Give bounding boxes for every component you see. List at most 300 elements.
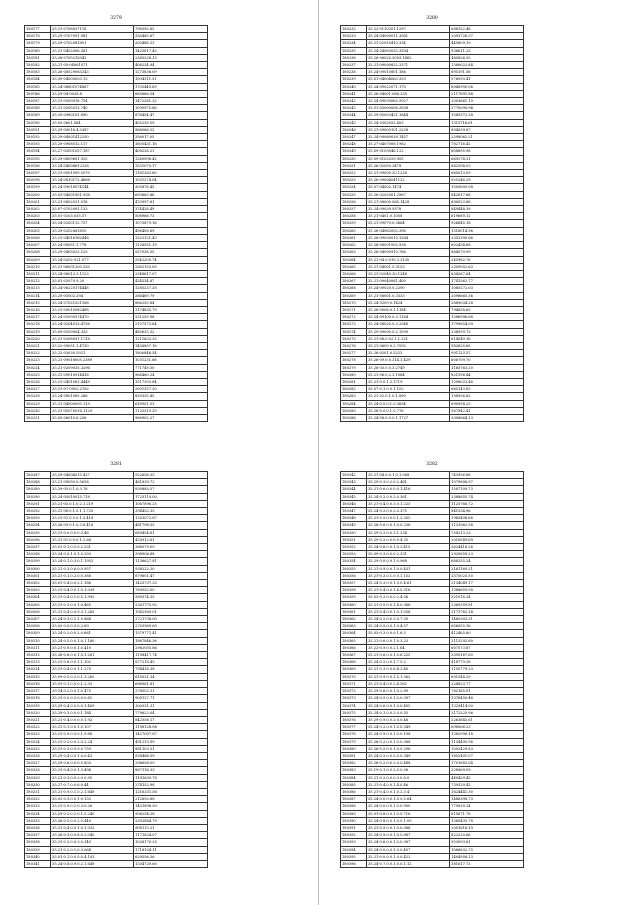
code-cell: 35.21-09050.0.5658 xyxy=(51,479,134,486)
table-row xyxy=(25,407,208,414)
table-row xyxy=(341,26,524,33)
row-id-cell: 180342 xyxy=(341,472,367,479)
row-id-cell: 180387 xyxy=(341,796,367,803)
code-cell: 35.21-0.6.0.0.1.0.3.23 xyxy=(367,637,450,644)
code-cell: 35.29-09090.0.2.1599 xyxy=(367,328,450,335)
amount-cell: 2703969.65 xyxy=(134,623,208,630)
code-cell: 35.21-0.3.0.6.0.0.957 xyxy=(51,565,134,572)
row-id-cell: 180231 xyxy=(25,414,51,421)
code-cell: 35.21-0.2.0.0.0.3.0.8.0 xyxy=(367,774,450,781)
amount-cell: 906254.28 xyxy=(134,810,208,817)
table-row xyxy=(341,724,524,731)
row-id-cell: 180264 xyxy=(341,256,367,263)
table-row xyxy=(341,846,524,853)
code-cell: 35.29-0702081801 xyxy=(51,40,134,47)
amount-cell: 1208023.46 xyxy=(450,378,524,385)
table-row xyxy=(341,529,524,536)
table-row xyxy=(341,314,524,321)
amount-cell: 665013.09 xyxy=(450,170,524,177)
code-cell: 35.09-0.3.0.0.0.2.331 xyxy=(367,551,450,558)
row-id-cell: 180292 xyxy=(25,508,51,515)
table-row xyxy=(341,47,524,54)
row-id-cell: 180182 xyxy=(25,62,51,69)
amount-cell: 2359052.63 xyxy=(450,263,524,270)
amount-cell: 1586996.68 xyxy=(450,314,524,321)
code-cell: 35.21-0.2.0.1.0.3.064 xyxy=(51,846,134,853)
code-cell: 35.21-0309018.754 xyxy=(51,98,134,105)
code-cell: 35.24-0.1.0.3.0.1.1952 xyxy=(51,558,134,565)
row-id-cell: 180263 xyxy=(341,249,367,256)
row-id-cell: 180325 xyxy=(25,745,51,752)
code-cell: 35.21-0.4.0.0.1.0.1.032 xyxy=(51,824,134,831)
row-id-cell: 180346 xyxy=(341,500,367,507)
code-cell: 35.21-0402006.381 xyxy=(51,47,134,54)
code-cell: 35.26-03.0.5.3.2749 xyxy=(367,364,450,371)
table-row xyxy=(25,170,208,177)
row-id-cell: 180210 xyxy=(25,263,51,270)
row-id-cell: 180321 xyxy=(25,716,51,723)
amount-cell: 496408.69 xyxy=(133,227,207,234)
amount-cell: 576093.41 xyxy=(450,76,524,83)
table-row xyxy=(25,731,208,738)
amount-cell: 1624441.30 xyxy=(450,788,524,795)
row-id-cell: 180351 xyxy=(341,536,367,543)
table-row xyxy=(341,191,524,198)
row-id-cell: 180244 xyxy=(341,112,367,119)
code-cell: 35.03-0.2.0.0.0.2.4.56 xyxy=(367,594,450,601)
table-row xyxy=(25,220,208,227)
code-cell: 35.21-04000093.119 xyxy=(51,400,134,407)
table-row xyxy=(341,256,524,263)
row-id-cell: 180270 xyxy=(341,299,367,306)
table-row xyxy=(341,350,524,357)
amount-cell: 2382193.05 xyxy=(133,263,207,270)
row-id-cell: 180211 xyxy=(25,270,51,277)
code-cell: 35.26-0.5.0.0.2.0.449 xyxy=(51,817,134,824)
row-id-cell: 180230 xyxy=(25,407,51,414)
code-cell: 35.07-04002.1474 xyxy=(367,184,450,191)
row-id-cell: 180221 xyxy=(25,342,51,349)
code-cell: 35.21-04.0.010.3.3130 xyxy=(367,256,450,263)
table-row xyxy=(341,810,524,817)
code-cell: 35.26-0.5.0.0.1.0.0.296 xyxy=(367,745,450,752)
amount-cell: 743956.88 xyxy=(450,472,524,479)
table-row xyxy=(341,249,524,256)
amount-cell: 953093.61 xyxy=(450,839,524,846)
amount-cell: 1196128.06 xyxy=(134,724,208,731)
code-cell: 35.24-0202-021.077 xyxy=(51,256,134,263)
row-id-cell: 180329 xyxy=(25,774,51,781)
row-id-cell: 180183 xyxy=(25,69,51,76)
amount-cell: 485826.20 xyxy=(450,54,524,61)
row-id-cell: 180310 xyxy=(25,637,51,644)
code-cell: 35.26-04062002.396 xyxy=(367,227,450,234)
table-row xyxy=(341,54,524,61)
table-row xyxy=(25,177,208,184)
code-cell: 35.21-0.0.0.2.0.0.0.61 xyxy=(51,695,134,702)
row-id-cell: 180219 xyxy=(25,328,51,335)
amount-cell: 2920859.23 xyxy=(450,551,524,558)
amount-cell: 771749.30 xyxy=(133,364,207,371)
code-cell: 35.29-0.0.0.9.1.0.968 xyxy=(367,558,450,565)
row-id-cell: 180298 xyxy=(25,551,51,558)
amount-cell: 2542200.74 xyxy=(133,256,207,263)
amount-cell: 1404958.13 xyxy=(450,853,524,860)
code-cell: 35.24-09030062.5927 xyxy=(367,98,450,105)
table-row xyxy=(25,414,208,421)
table-row xyxy=(25,752,208,759)
row-id-cell: 180204 xyxy=(25,220,51,227)
amount-cell: 212692.88 xyxy=(134,796,208,803)
amount-cell: 839335.45 xyxy=(133,393,207,400)
code-cell: 35.24-04083055.3594 xyxy=(367,47,450,54)
table-row xyxy=(25,371,208,378)
amount-cell: 1705449.69 xyxy=(133,83,207,90)
row-id-cell: 180380 xyxy=(341,745,367,752)
amount-cell: 794416.38 xyxy=(134,666,208,673)
table-row xyxy=(25,551,208,558)
row-id-cell: 180217 xyxy=(25,314,51,321)
code-cell: 35.29-05003421.1644 xyxy=(367,112,450,119)
table-row xyxy=(25,263,208,270)
row-id-cell: 180376 xyxy=(341,716,367,723)
table-row xyxy=(25,26,208,33)
code-cell: 35.26-0.6.0.0.1.0.1.261 xyxy=(51,652,134,659)
row-id-cell: 180367 xyxy=(341,652,367,659)
table-row xyxy=(341,702,524,709)
code-cell: 35.26-0008.0.1.1184 xyxy=(367,306,450,313)
row-id-cell: 180245 xyxy=(341,119,367,126)
amount-cell: 1031274.04 xyxy=(133,177,207,184)
table-row xyxy=(25,306,208,313)
table-row xyxy=(25,299,208,306)
row-id-cell: 180370 xyxy=(341,673,367,680)
row-id-cell: 180265 xyxy=(341,263,367,270)
code-cell: 35.21-0.3.0.0.3.0.140 xyxy=(51,839,134,846)
row-id-cell: 180385 xyxy=(341,781,367,788)
code-cell: 35.21-08.0.1.0.1.1.725 xyxy=(51,508,134,515)
row-id-cell: 180344 xyxy=(341,486,367,493)
row-id-cell: 180363 xyxy=(341,623,367,630)
table-row xyxy=(341,206,524,213)
amount-cell: 481798.55 xyxy=(134,522,208,529)
table-row xyxy=(341,105,524,112)
amount-cell: 2008664.13 xyxy=(450,414,524,421)
amount-cell: 2003661.19 xyxy=(450,98,524,105)
page-number: 3281 xyxy=(110,462,122,467)
table-row xyxy=(25,126,208,133)
code-cell: 35.21-0.8.0.0.1.1.302 xyxy=(51,659,134,666)
amount-cell: 296658.09 xyxy=(134,760,208,767)
row-id-cell: 180222 xyxy=(25,350,51,357)
table-row xyxy=(25,824,208,831)
table-row xyxy=(341,278,524,285)
row-id-cell: 180283 xyxy=(341,393,367,400)
amount-cell: 2172225.96 xyxy=(450,709,524,716)
code-cell: 35.21-0.4.0.0.1.5.1.039 xyxy=(51,587,134,594)
row-id-cell: 180394 xyxy=(341,846,367,853)
table-row xyxy=(341,98,524,105)
code-cell: 35.21-0802031.018 xyxy=(51,198,134,205)
amount-cell: 822220.66 xyxy=(450,832,524,839)
amount-cell: 1125319.29 xyxy=(133,407,207,414)
row-id-cell: 180280 xyxy=(341,371,367,378)
row-id-cell: 180392 xyxy=(341,832,367,839)
code-cell: 35.21-0205013.740 xyxy=(51,105,134,112)
table-row xyxy=(341,508,524,515)
row-id-cell: 180194 xyxy=(25,148,51,155)
amount-cell: 1075879.16 xyxy=(133,220,207,227)
table-row xyxy=(341,76,524,83)
code-cell: 35.21-0.9.0.0.1.0.0.431 xyxy=(367,565,450,572)
table-row xyxy=(25,508,208,515)
row-id-cell: 180317 xyxy=(25,688,51,695)
code-cell: 35.21-02010410.334 xyxy=(367,40,450,47)
row-id-cell: 180259 xyxy=(341,220,367,227)
code-cell: 35.21-01.0.0.0.1.2.68 xyxy=(51,536,134,543)
code-cell: 35.24-07021021168 xyxy=(51,299,134,306)
amount-cell: 1425737.25 xyxy=(134,580,208,587)
code-cell: 35.24-0.2.0.0.2.0.375 xyxy=(367,508,450,515)
code-cell: 35.03-0.3.0.0.0.1.6.5 xyxy=(367,630,450,637)
row-id-cell: 180372 xyxy=(341,688,367,695)
table-row xyxy=(341,695,524,702)
code-cell: 35.26-09030010.1264 xyxy=(367,234,450,241)
row-id-cell: 180238 xyxy=(341,69,367,76)
amount-cell: 619689.12 xyxy=(450,213,524,220)
table-row xyxy=(341,213,524,220)
amount-cell: 408226.21 xyxy=(133,148,207,155)
code-cell: 35.01-0.4.0.0.2.1.166 xyxy=(51,580,134,587)
table-row xyxy=(341,198,524,205)
amount-cell: 1516014.96 xyxy=(450,227,524,234)
table-row xyxy=(341,738,524,745)
amount-cell: 1852491.07 xyxy=(450,752,524,759)
table-row xyxy=(25,601,208,608)
row-id-cell: 180250 xyxy=(341,155,367,162)
code-cell: 35.24-0200112.757 xyxy=(51,220,134,227)
code-cell: 35.21-0609.0.2.7092 xyxy=(367,342,450,349)
table-row xyxy=(341,536,524,543)
code-cell: 35.26-0201.0.5223 xyxy=(367,350,450,357)
row-id-cell: 180368 xyxy=(341,659,367,666)
code-cell: 35.21-0.4.0.0.2.4.562 xyxy=(367,680,450,687)
amount-cell: 782716.42 xyxy=(450,141,524,148)
amount-cell: 606709.70 xyxy=(450,357,524,364)
amount-cell: 1382996.18 xyxy=(450,731,524,738)
code-cell: 35.03-0.5.0.3.0.2.69 xyxy=(51,623,134,630)
row-id-cell: 180322 xyxy=(25,724,51,731)
code-cell: 35.26-0.3.0.0.6.0.2.040 xyxy=(51,832,134,839)
table-row xyxy=(25,62,208,69)
row-id-cell: 180300 xyxy=(25,565,51,572)
amount-cell: 685666.54 xyxy=(133,90,207,97)
row-id-cell: 180339 xyxy=(25,846,51,853)
row-id-cell: 180287 xyxy=(25,472,51,479)
amount-cell: 424534.87 xyxy=(133,278,207,285)
amount-cell: 1379771.41 xyxy=(134,630,208,637)
code-cell: 35.24-0.2.0.0.2.0.661 xyxy=(51,630,134,637)
code-cell: 35.22-03030.5921 xyxy=(51,350,134,357)
amount-cell: 688152.48 xyxy=(450,26,524,33)
amount-cell: 895191.56 xyxy=(450,69,524,76)
row-id-cell: 180225 xyxy=(25,371,51,378)
amount-cell: 2107573.64 xyxy=(133,321,207,328)
amount-cell: 2173762.14 xyxy=(450,608,524,615)
code-cell: 35.01-0.8.0.0.1.0.0.716 xyxy=(367,810,450,817)
code-cell: 35.21-09000101.2228 xyxy=(367,126,450,133)
amount-cell: 228969.09 xyxy=(450,767,524,774)
code-cell: 35.26-08001002.938 xyxy=(367,242,450,249)
code-cell: 35.24-0.8.0.0.1.0.0.1.09 xyxy=(367,817,450,824)
code-cell: 35.22-0110201.1297 xyxy=(367,26,450,33)
table-row xyxy=(25,716,208,723)
row-id-cell: 180347 xyxy=(341,508,367,515)
table-row xyxy=(341,148,524,155)
table-row xyxy=(25,321,208,328)
table-row xyxy=(25,40,208,47)
code-cell: 35.24-0.3.0.1.1.0.864 xyxy=(51,616,134,623)
amount-cell: 782165.01 xyxy=(450,688,524,695)
amount-cell: 629556.36 xyxy=(134,853,208,860)
amount-cell: 1273836.09 xyxy=(133,69,207,76)
amount-cell: 1329414.00 xyxy=(450,702,524,709)
amount-cell: 991123.57 xyxy=(450,350,524,357)
table-row xyxy=(25,119,208,126)
amount-cell: 876454.47 xyxy=(133,112,207,119)
row-id-cell: 180396 xyxy=(341,860,367,867)
row-id-cell: 180390 xyxy=(341,817,367,824)
table-row xyxy=(25,774,208,781)
row-id-cell: 180360 xyxy=(341,601,367,608)
table-row xyxy=(341,824,524,831)
table-row xyxy=(25,616,208,623)
code-cell: 35.26-06020.3093.1462 xyxy=(367,54,450,61)
amount-cell: 2588655.74 xyxy=(450,493,524,500)
amount-cell: 374428.49 xyxy=(133,206,207,213)
code-cell: 35.24-0.2.0.0.1.0.0.349 xyxy=(367,724,450,731)
table-row xyxy=(25,198,208,205)
code-cell: 35.27-0.7.0.0.6.0.44 xyxy=(51,781,134,788)
row-id-cell: 180316 xyxy=(25,680,51,687)
code-cell: 35.21-0.2.0.0.2.0.2.24 xyxy=(51,738,134,745)
row-id-cell: 180384 xyxy=(341,774,367,781)
row-id-cell: 180196 xyxy=(25,162,51,169)
amount-cell: 1125766.72 xyxy=(450,500,524,507)
amount-cell: 2113292.80 xyxy=(450,637,524,644)
code-cell: 35.29-0.6.0.0.0.5.803 xyxy=(51,760,134,767)
row-id-cell: 180334 xyxy=(25,810,51,817)
code-cell: 35.24-0.0.0.0.1.0.0.5.64 xyxy=(367,796,450,803)
code-cell: 35.24-0.6.0.0.1.0.0.367 xyxy=(367,839,450,846)
code-cell: 35.24-05010015.718 xyxy=(51,493,134,500)
row-id-cell: 180233 xyxy=(341,33,367,40)
table-row xyxy=(25,184,208,191)
amount-cell: 862594.03 xyxy=(450,162,524,169)
table-row xyxy=(25,213,208,220)
table-row xyxy=(25,695,208,702)
row-id-cell: 180223 xyxy=(25,357,51,364)
code-cell: 35.21-04.0.0.1.0.1.568 xyxy=(367,472,450,479)
code-cell: 35.26-09.0.0.314.1.429 xyxy=(367,357,450,364)
code-cell: 35.01-0.1.0.5.0.1.2.33 xyxy=(51,680,134,687)
row-id-cell: 180271 xyxy=(341,306,367,313)
row-id-cell: 180257 xyxy=(341,206,367,213)
row-id-cell: 180179 xyxy=(25,40,51,47)
table-row xyxy=(341,767,524,774)
amount-cell: 842558.17 xyxy=(134,716,208,723)
row-id-cell: 180356 xyxy=(341,572,367,579)
code-cell: 35.21-01.0.5.0.1.3.418 xyxy=(51,515,134,522)
code-cell: 35.05-06010.6.256 xyxy=(51,414,134,421)
table-row xyxy=(25,400,208,407)
code-cell: 35.24-09022071.170 xyxy=(367,83,450,90)
amount-cell: 278502.31 xyxy=(134,688,208,695)
code-cell: 35.26-0705210342 xyxy=(51,54,134,61)
table-row xyxy=(341,134,524,141)
amount-cell: 669274.31 xyxy=(450,155,524,162)
amount-cell: 1085272.03 xyxy=(450,285,524,292)
row-id-cell: 180248 xyxy=(341,141,367,148)
amount-cell: 925246.29 xyxy=(450,177,524,184)
amount-cell: 1174835.79 xyxy=(133,306,207,313)
row-id-cell: 180191 xyxy=(25,126,51,133)
row-id-cell: 180306 xyxy=(25,608,51,615)
row-id-cell: 180249 xyxy=(341,148,367,155)
table-row xyxy=(341,393,524,400)
code-cell: 35.21-0.1.0.0.1.0.107 xyxy=(51,724,134,731)
row-id-cell: 180374 xyxy=(341,702,367,709)
amount-cell: 789552.00 xyxy=(134,587,208,594)
table-row xyxy=(341,177,524,184)
code-cell: 35.22-09051.1.4730 xyxy=(51,342,134,349)
table-row xyxy=(25,33,208,40)
code-cell: 35.21-0.0.1.2.1719 xyxy=(367,378,450,385)
amount-cell: 841534.96 xyxy=(450,508,524,515)
code-cell: 35.24-0.8.0.9.0.2.1.649 xyxy=(51,860,134,867)
table-row xyxy=(25,83,208,90)
table-row xyxy=(25,479,208,486)
table-row xyxy=(341,500,524,507)
row-id-cell: 180315 xyxy=(25,673,51,680)
table-row xyxy=(25,364,208,371)
amount-cell: 445809.19 xyxy=(450,40,524,47)
amount-cell: 274152.98 xyxy=(134,781,208,788)
code-cell: 35.24-0.0.0.0.1.0.0.900 xyxy=(367,803,450,810)
code-cell: 35.29-04004015.427 xyxy=(51,472,134,479)
amount-cell: 398906.88 xyxy=(134,551,208,558)
code-cell: 35.21-0.3.0.0.9.0.759 xyxy=(51,745,134,752)
row-id-cell: 180197 xyxy=(25,170,51,177)
table-row xyxy=(341,119,524,126)
row-id-cell: 180185 xyxy=(25,83,51,90)
code-cell: 35.21-0708037118 xyxy=(51,26,134,33)
code-cell: 35.24-0.3.0.0.1.0.0.4.61 xyxy=(367,580,450,587)
amount-cell: 1322121.43 xyxy=(133,234,207,241)
amount-cell: 558486.59 xyxy=(134,752,208,759)
row-id-cell: 180193 xyxy=(25,141,51,148)
code-cell: 35.21-0.5.0.0.1.4.0.366 xyxy=(367,601,450,608)
amount-cell: 1315716.61 xyxy=(450,119,524,126)
table-row xyxy=(341,306,524,313)
row-id-cell: 180201 xyxy=(25,198,51,205)
data-table xyxy=(24,25,208,422)
table-row xyxy=(25,242,208,249)
amount-cell: 2001616.19 xyxy=(450,824,524,831)
amount-cell: 2889034.28 xyxy=(450,299,524,306)
amount-cell: 2001357.20 xyxy=(133,386,207,393)
row-id-cell: 180256 xyxy=(341,198,367,205)
